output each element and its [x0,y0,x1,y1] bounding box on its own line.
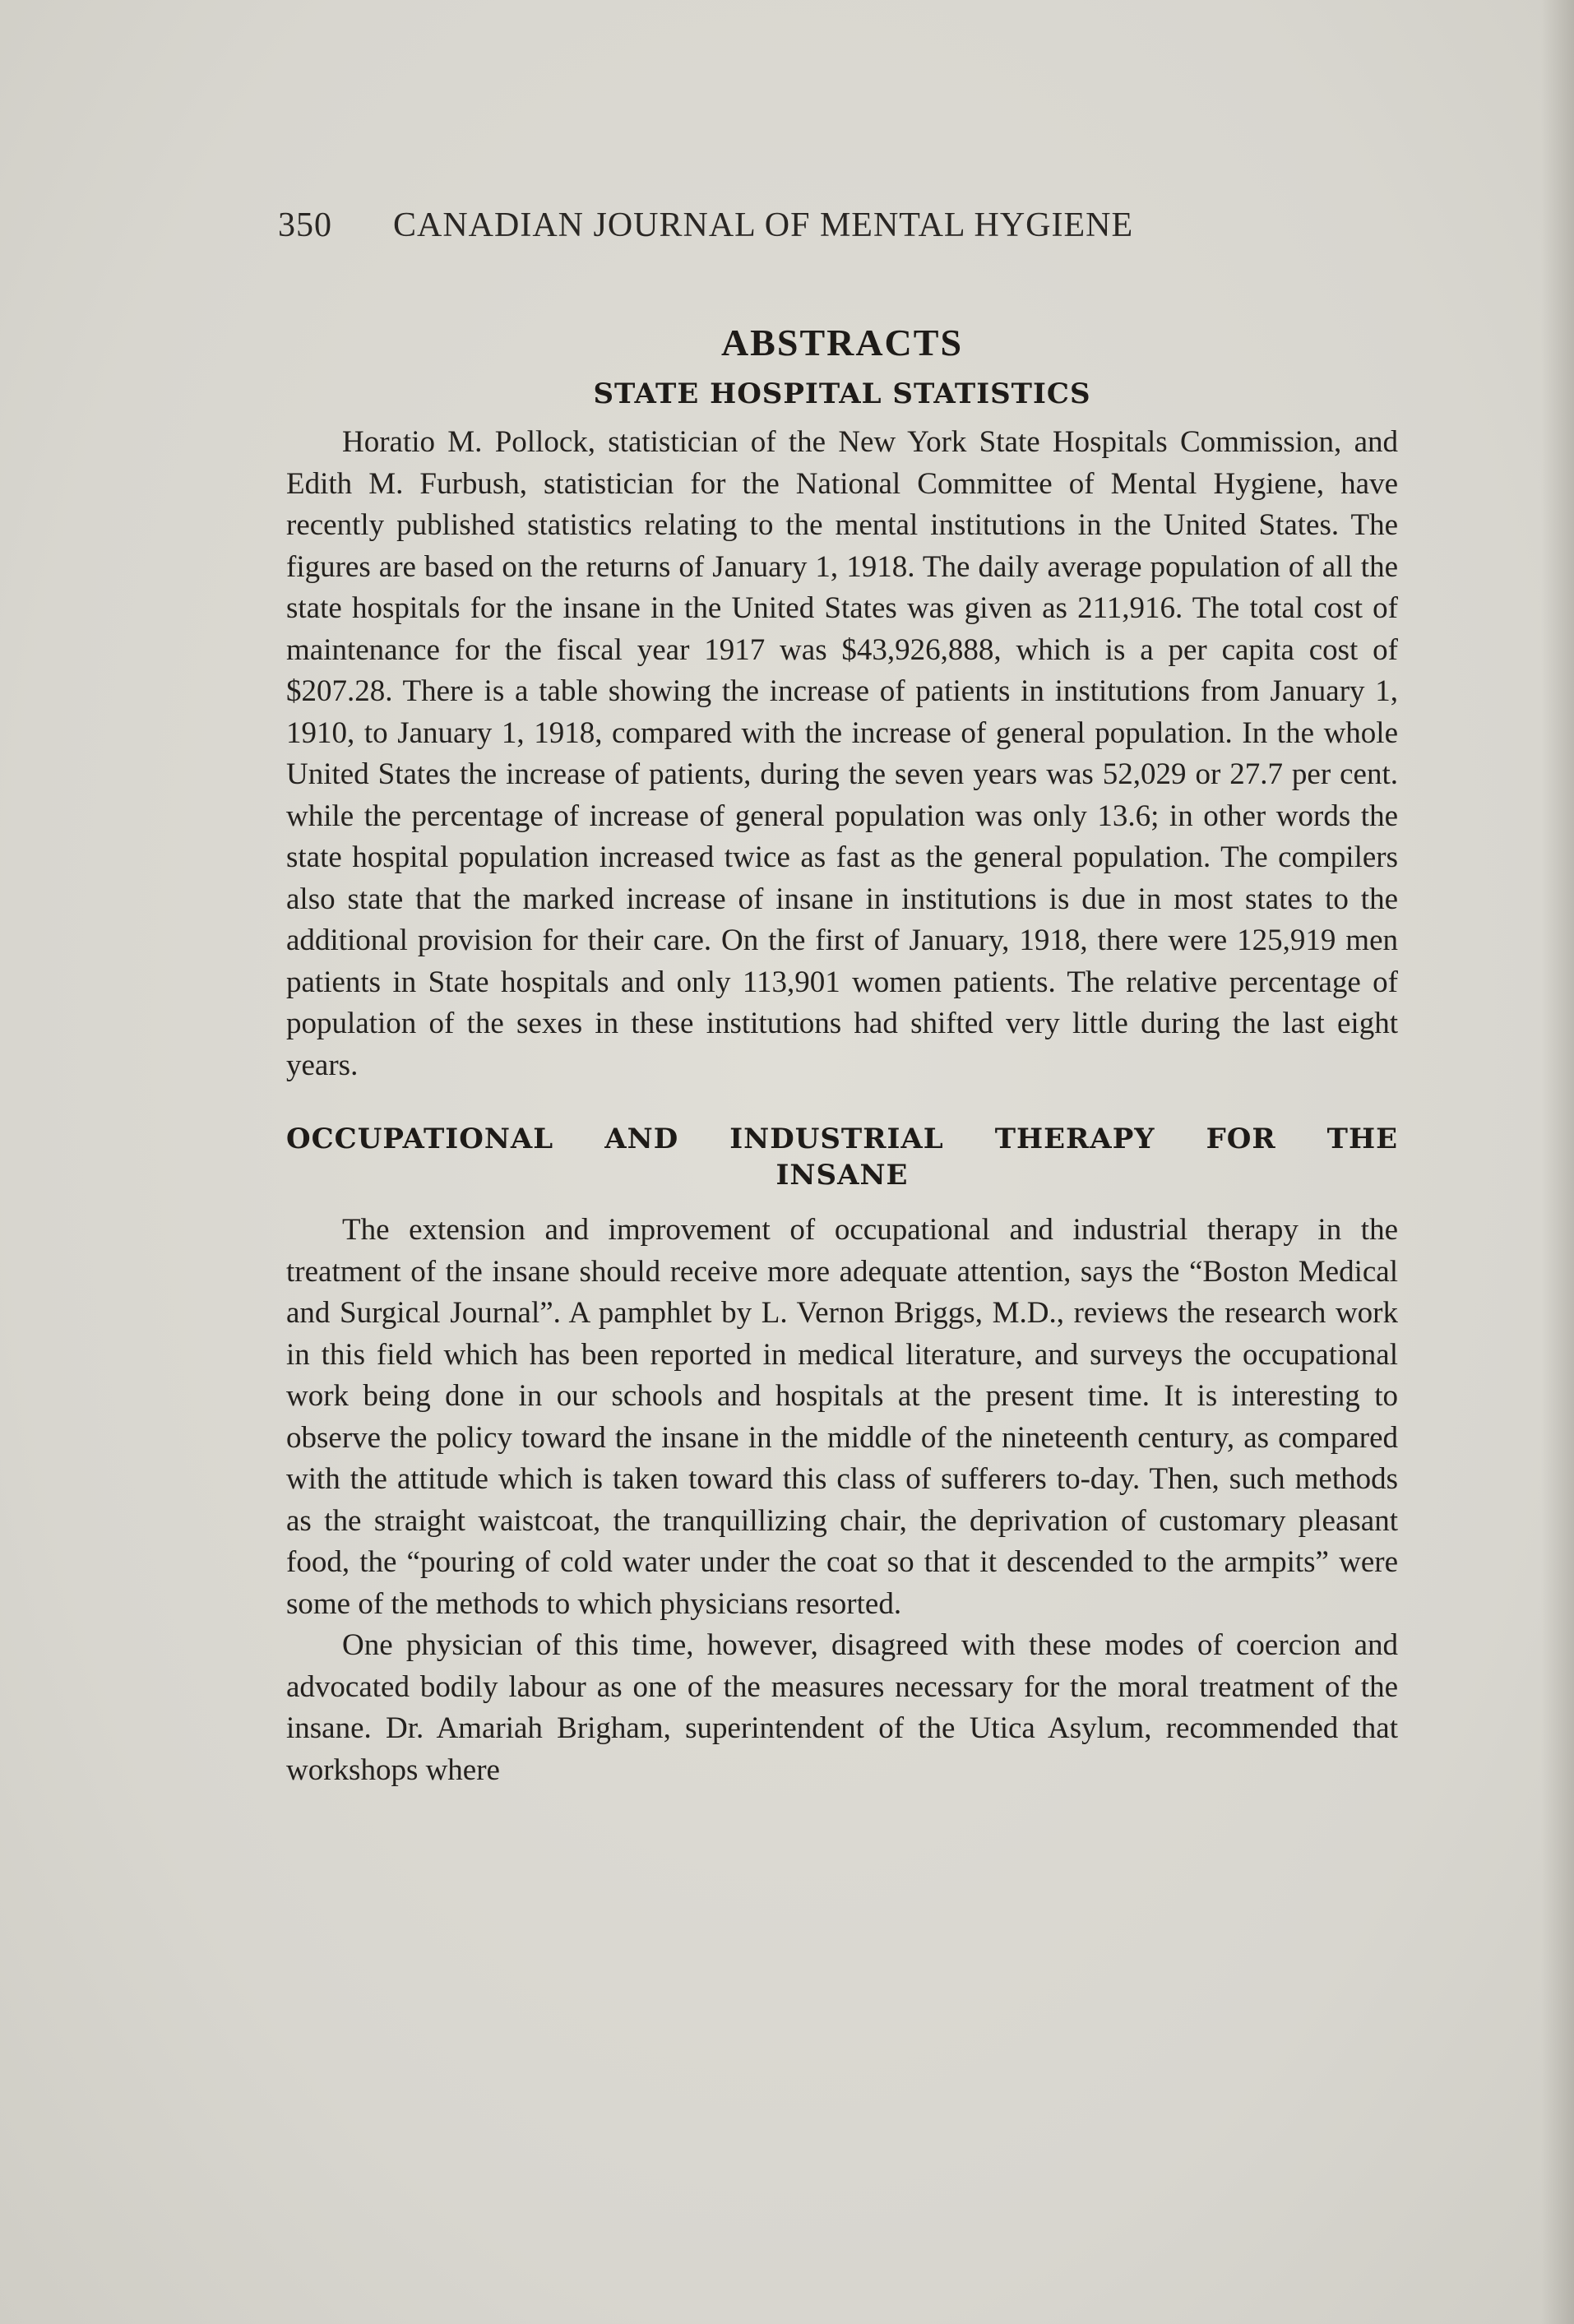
section-gap [286,1086,1398,1121]
article-paragraph: Horatio M. Pollock, statistician of the New York State Hospitals Commission, and Edith M. Furbush, statistician for the National Committee of Mental Hygiene, have recently published statistics relating to the mental institutions in the United States. The figures are based on the returns of January 1, 1918. The daily average population of all the state hospitals for the insane in the United States was given as 211,916. The total cost of maintenance for the fiscal year 1917 was $43,926,888, which is a per capita cost of $207.28. There is a table showing the increase of patients in institutions from January 1, 1910, to January 1, 1918, compared with the increase of general population. In the whole United States the increase of patients, during the seven years was 52,029 or 27.7 per cent. while the percentage of increase of general population was only 13.6; in other words the state hospital population increased twice as fast as the general population. The compilers also state that the marked increase of insane in institutions is due in most states to the additional provision for their care. On the first of January, 1918, there were 125,919 men patients in State hospitals and only 113,901 women patients. The relative percentage of population of the sexes in these institutions had shifted very little during the last eight years. [286,425,1398,1082]
running-head [278,206,1396,245]
page-number: 350 [278,206,332,244]
article-occupational-therapy [286,1121,1398,1791]
journal-title: CANADIAN JOURNAL OF MENTAL HYGIENE [393,206,1134,244]
article-heading: OCCUPATIONAL AND INDUSTRIAL THERAPY FOR THE [286,1123,1398,1155]
article-heading: STATE HOSPITAL STATISTICS [593,377,1091,410]
article-paragraph: One physician of this time, however, disagreed with these modes of coercion and advocated bodily labour as one of the measures necessary for the moral treatment of the insane. Dr. Amariah Brigham, superintendent of the Utica Asylum, recommended that workshops where [286,1628,1398,1787]
page-edge-shadow [1541,0,1574,2324]
article-heading-continued: INSANE [775,1159,909,1192]
article-state-hospital-statistics [286,377,1398,1086]
article-paragraph: The extension and improvement of occupational and industrial therapy in the treatment of the insane should receive more adequate attention, says the “Boston Medical and Surgical Journal”. A pamphlet by L. Vernon Briggs, M.D., reviews the research work in this field which has been reported in medical literature, and surveys the occupational work being done in our schools and hospitals at the present time. It is interesting to observe the policy toward the insane in the middle of the nineteenth century, as compared with the attitude which is taken toward this class of sufferers to-day. Then, such methods as the straight waistcoat, the tranquillizing chair, the deprivation of customary pleasant food, the “pouring of cold water under the coat so that it descended to the armpits” were some of the methods to which physicians resorted. [286,1213,1398,1621]
section-title: ABSTRACTS [720,322,964,363]
text-column [286,321,1398,1791]
